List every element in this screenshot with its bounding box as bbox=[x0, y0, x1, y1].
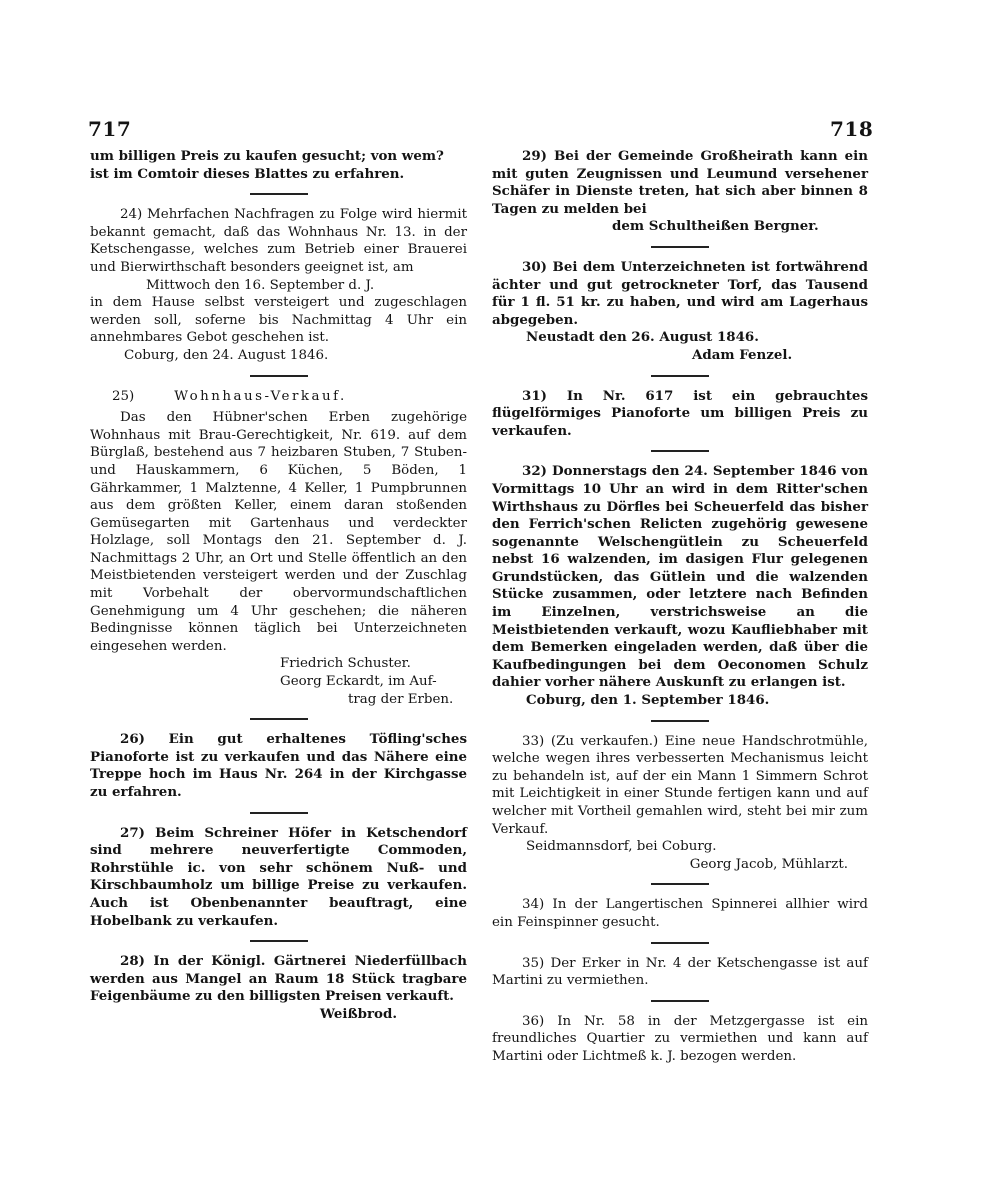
notice-30-place: Neustadt den 26. August 1846. bbox=[526, 329, 759, 346]
divider bbox=[250, 812, 308, 814]
notice-36-body: 36) In Nr. 58 in der Metzgergasse ist ein freundliches Quartier zu vermiethen und kann auf Martini oder Lichtmeß k. J. bezogen werden. bbox=[492, 1013, 868, 1064]
divider bbox=[651, 450, 709, 452]
left-column bbox=[90, 148, 467, 1034]
divider bbox=[651, 942, 709, 944]
intro-line-2: ist im Comtoir dieses Blattes zu erfahren. bbox=[90, 165, 405, 182]
notice-24-body: 24) Mehrfachen Nachfragen zu Folge wird hiermit bekannt gemacht, daß das Wohnhaus Nr. 13. in der Ketschengasse, welches zum Betrieb einer Brauerei und Bierwirthschaft besonders geeignet ist, am bbox=[90, 207, 467, 275]
notice-31 bbox=[492, 388, 868, 441]
notice-33-signature: Georg Jacob, Mühlarzt. bbox=[689, 856, 848, 872]
divider bbox=[250, 940, 308, 942]
notice-29 bbox=[492, 148, 868, 236]
right-column bbox=[492, 148, 868, 1076]
notice-34-body: 34) In der Langertischen Spinnerei allhier wird ein Feinspinner gesucht. bbox=[492, 897, 868, 930]
notice-25-title: Wohnhaus-Verkauf. bbox=[174, 388, 347, 404]
page-number-left: 717 bbox=[88, 117, 132, 141]
notice-28-signature: Weißbrod. bbox=[319, 1005, 397, 1022]
notice-25-signature-2: Georg Eckardt, im Auf- bbox=[280, 674, 437, 690]
notice-35-body: 35) Der Erker in Nr. 4 der Ketschengasse ist auf Martini zu vermiethen. bbox=[492, 955, 868, 989]
notice-32-body: 32) Donnerstags den 24. September 1846 von Vormittags 10 Uhr an wird in dem Ritter'schen Wirthshaus zu Dörfles bei Scheuerfeld das bisher den Ferrich'schen Relicten zugehörig gewesene sogenannte Welschengütlein zu Scheuerfeld nebst 16 walzenden, im dasigen Flur gelegenen Grundstücken, das Gütlein und die walzenden Stücke zusammen, oder letztere nach Befinden im Einzelnen, verstrichsweise an die Meistbietenden verkauft, wozu Kaufliebhaber mit dem Bemerken eingeladen werden, daß über die Kaufbedingungen bei dem Oeconomen Schulz dahier vorher nähere Auskunft zu erlangen ist. bbox=[492, 463, 868, 691]
intro-line-1: um billigen Preis zu kaufen gesucht; von wem? bbox=[90, 148, 444, 164]
divider bbox=[250, 718, 308, 720]
divider bbox=[250, 193, 308, 195]
divider bbox=[250, 375, 308, 377]
notice-24 bbox=[90, 206, 467, 364]
notice-25-signature-1: Friedrich Schuster. bbox=[280, 656, 411, 672]
notice-25-signature-3: trag der Erben. bbox=[348, 691, 454, 707]
notice-25-number: 25) bbox=[112, 388, 135, 404]
notice-intro-continuation bbox=[90, 148, 467, 183]
notice-33-place: Seidmannsdorf, bei Coburg. bbox=[526, 839, 717, 855]
notice-27-body: 27) Beim Schreiner Höfer in Ketschendorf sind mehrere neuverfertigte Commoden, Rohrstühle ic. von sehr schönem Nuß- und Kirschbaumholz um billige Preise zu verkaufen. Auch ist Obenbenannter beauftragt, eine Hobelbank zu verkaufen. bbox=[90, 824, 467, 929]
notice-24-body2: in dem Hause selbst versteigert und zugeschlagen werden soll, soferne bis Nachmittag 4 Uhr ein annehmbares Gebot geschehen ist. bbox=[90, 295, 467, 346]
notice-24-place: Coburg, den 24. August 1846. bbox=[124, 347, 329, 363]
notice-33-body: 33) (Zu verkaufen.) Eine neue Handschrotmühle, welche wegen ihres verbesserten Mechanismus leicht zu behandeln ist, auf der ein Mann 1 Simmern Schrot mit Leichtigkeit in einer Stunde fertigen kann und auf welcher mit Vortheil gemahlen wird, steht bei mir zum Verkauf. bbox=[492, 733, 868, 837]
notice-32 bbox=[492, 463, 868, 709]
notice-28 bbox=[90, 953, 467, 1023]
divider bbox=[651, 246, 709, 248]
notice-36 bbox=[492, 1013, 868, 1066]
divider bbox=[651, 720, 709, 722]
notice-26 bbox=[90, 731, 467, 801]
notice-24-date: Mittwoch den 16. September d. J. bbox=[146, 277, 375, 293]
notice-25-body: Das den Hübner'schen Erben zugehörige Wohnhaus mit Brau-Gerechtigkeit, Nr. 619. auf dem Bürglaß, bestehend aus 7 heizbaren Stuben, 7 Stuben- und Hauskammern, 6 Küchen, 5 Böden, 1 Gährkammer, 1 Malztenne, 4 Keller, 1 Pumpbrunnen aus dem größten Keller, einem daran stoßenden Gemüsegarten mit Gartenhaus und verdeckter Holzlage, soll Montags den 21. September d. J. Nachmittags 2 Uhr, an Ort und Stelle öffentlich an den Meistbietenden versteigert werden und der Zuschlag mit Vorbehalt der obervormundschaftlichen Genehmigung um 4 Uhr geschehen; die näheren Bedingnisse können täglich bei Unterzeichneten eingesehen werden. bbox=[90, 410, 467, 654]
notice-29-signature: dem Schultheißen Bergner. bbox=[612, 218, 819, 235]
notice-34 bbox=[492, 896, 868, 931]
notice-28-body: 28) In der Königl. Gärtnerei Niederfüllbach werden aus Mangel an Raum 18 Stück tragbare Feigenbäume zu den billigsten Preisen verkauft. bbox=[90, 953, 467, 1005]
notice-33 bbox=[492, 733, 868, 874]
notice-27 bbox=[90, 825, 467, 931]
notice-30-signature: Adam Fenzel. bbox=[692, 346, 793, 363]
notice-32-place: Coburg, den 1. September 1846. bbox=[526, 692, 770, 709]
notice-25 bbox=[90, 388, 467, 709]
notice-35 bbox=[492, 955, 868, 990]
divider bbox=[651, 883, 709, 885]
page-number-right: 718 bbox=[830, 117, 874, 141]
notice-31-body: 31) In Nr. 617 ist ein gebrauchtes flügelförmiges Pianoforte um billigen Preis zu verkaufen. bbox=[492, 387, 868, 439]
divider bbox=[651, 1000, 709, 1002]
notice-26-body: 26) Ein gut erhaltenes Töfling'sches Pianoforte ist zu verkaufen und das Nähere eine Treppe hoch im Haus Nr. 264 in der Kirchgasse zu erfahren. bbox=[90, 731, 467, 800]
divider bbox=[651, 375, 709, 377]
notice-29-body: 29) Bei der Gemeinde Großheirath kann ein mit guten Zeugnissen und Leumund versehener Schäfer in Dienste treten, hat sich aber binnen 8 Tagen zu melden bei bbox=[492, 148, 868, 217]
notice-30 bbox=[492, 259, 868, 365]
notice-30-body: 30) Bei dem Unterzeichneten ist fortwährend ächter und gut getrockneter Torf, das Tausend für 1 fl. 51 kr. zu haben, und wird am Lagerhaus abgegeben. bbox=[492, 258, 868, 328]
